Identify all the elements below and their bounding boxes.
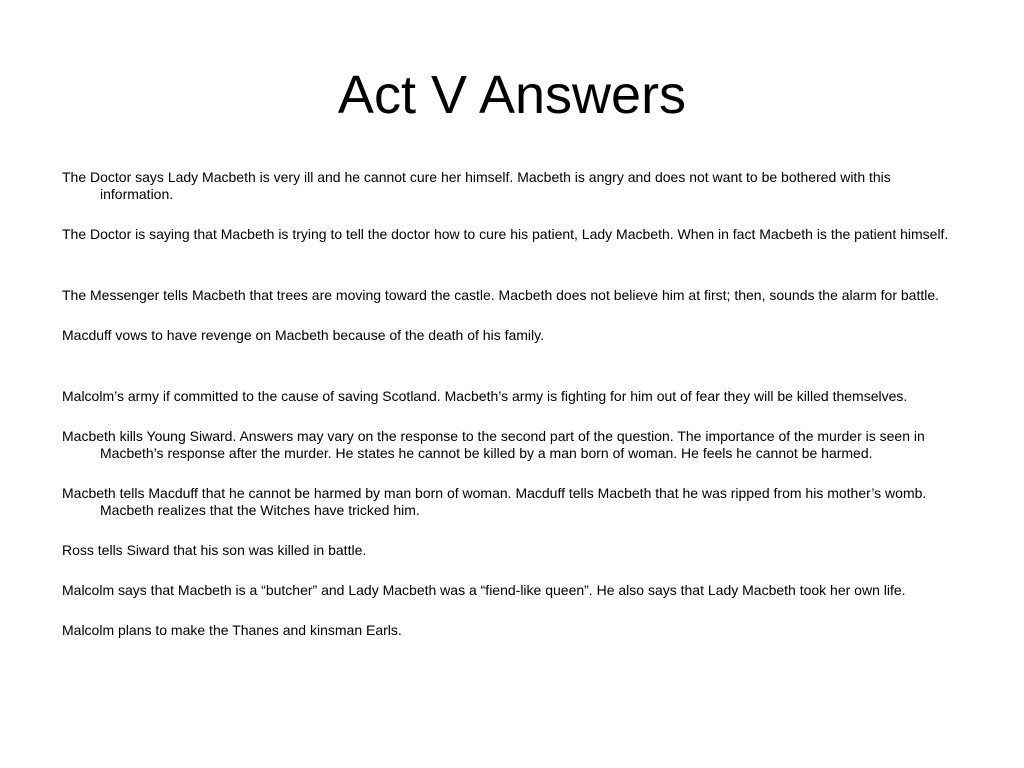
answer-item: The Doctor says Lady Macbeth is very ill and he cannot cure her himself. Macbeth is angry and does not want to be bothered with this information. (62, 169, 891, 202)
answer-item: Malcolm’s army if committed to the cause of saving Scotland. Macbeth’s army is fighting for him out of fear they will be killed themselves. (62, 388, 908, 404)
answers-list (62, 169, 962, 639)
answer-item: Macbeth tells Macduff that he cannot be harmed by man born of woman. Macduff tells Macbeth that he was ripped from his mother’s womb. Macbeth realizes that the Witches have tricked him. (62, 485, 927, 518)
answer-item: Malcolm plans to make the Thanes and kinsman Earls. (62, 622, 402, 638)
slide-title: Act V Answers (337, 65, 687, 125)
answer-item: Macbeth kills Young Siward. Answers may vary on the response to the second part of the question. The importance of the murder is seen in Macbeth’s response after the murder. He states he cannot be killed by a man born of woman. He feels he cannot be harmed. (62, 428, 925, 461)
answer-item: Malcolm says that Macbeth is a “butcher” and Lady Macbeth was a “fiend-like queen”. He also says that Lady Macbeth took her own life. (62, 582, 906, 598)
answer-item: Ross tells Siward that his son was killed in battle. (62, 542, 367, 558)
answer-item: The Doctor is saying that Macbeth is trying to tell the doctor how to cure his patient, Lady Macbeth. When in fact Macbeth is the patient himself. (62, 226, 949, 242)
answer-item: The Messenger tells Macbeth that trees are moving toward the castle. Macbeth does not believe him at first; then, sounds the alarm for battle. (62, 287, 940, 303)
answer-item: Macduff vows to have revenge on Macbeth because of the death of his family. (62, 327, 544, 343)
